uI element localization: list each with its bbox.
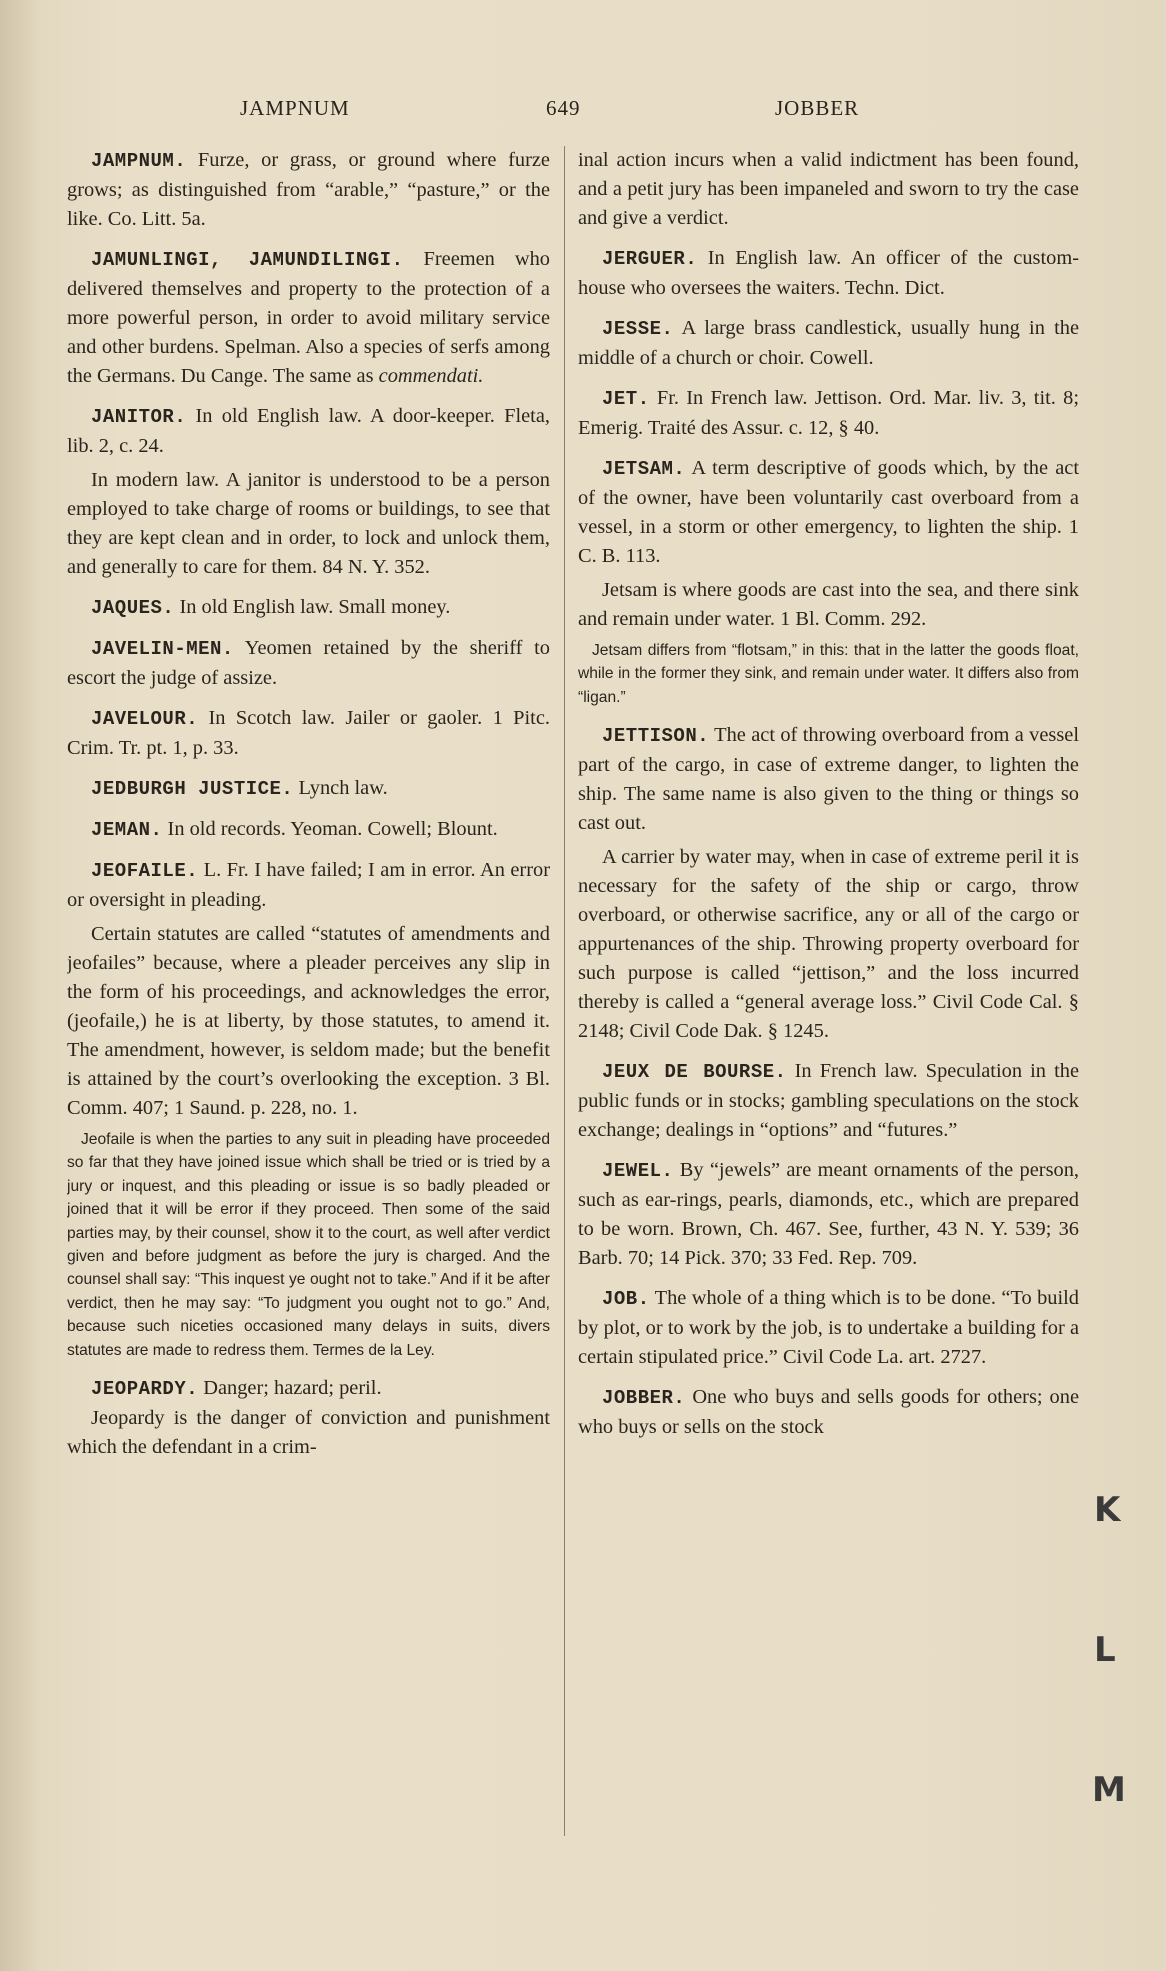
italic-term: commendati. [378,365,484,387]
headword: JETTISON. [602,725,710,748]
definition: Furze, or grass, or ground where furze grows; as distinguished from “arable,” “pasture,” or the like. Co. Litt. 5a. [67,149,550,230]
entry-jeopardy-carryover: inal action incurs when a valid indictment has been found, and a petit jury has been impaneled and sworn to try the case and give a verdict. [578,149,1079,229]
headword: JERGUER. [602,248,698,270]
entry-jedburgh-justice [67,774,550,804]
definition: Fr. In French law. Jettison. Ord. Mar. liv. 3, tit. 8; Emerig. Traité des Assur. c. 12, § 40. [578,387,1079,439]
definition: In English law. An officer of the custom-house who oversees the waiters. Techn. Dict. [578,247,1079,299]
headword: JEMAN. [91,819,163,841]
headword: JEWEL. [602,1160,674,1183]
headword: JEDBURGH JUSTICE. [91,778,294,800]
entry-jet [578,384,1079,443]
headword: JAVELIN-MEN. [91,638,234,660]
entry-jetsam-note: Jetsam differs from “flotsam,” in this: that in the latter the goods float, while in the former they sink, and remain under water. It differs also from “ligan.” [578,642,1079,706]
entry-jetsam-continued: Jetsam is where goods are cast into the sea, and there sink and remain under water. 1 Bl. Comm. 292. [578,579,1079,630]
headword: JAMUNLINGI, JAMUNDILINGI. [91,249,404,271]
entry-jampnum [67,146,550,234]
headword: JEOPARDY. [91,1378,199,1401]
entry-jetsam [578,454,1079,571]
definition: In old records. Yeoman. Cowell; Blount. [167,818,498,840]
definition: The act of throwing overboard from a vessel part of the cargo, in case of extreme danger, to lighten the ship. The same name is also given to the thing or things so cast out. [578,724,1079,835]
entry-jeofaile [67,856,550,915]
entry-jamunlingi [67,245,550,391]
entry-javelin-men [67,634,550,693]
definition: In Scotch law. Jailer or gaoler. 1 Pitc. Crim. Tr. pt. 1, p. 33. [67,707,550,759]
definition: The whole of a thing which is to be done. “To build by plot, or to work by the job, is to undertake a building for a certain stipulated price.” Civil Code La. art. 2727. [578,1287,1079,1369]
definition: A term descriptive of goods which, by the act of the owner, have been voluntarily cast overboard from a vessel, in a storm or other emergency, to lighten the ship. 1 C. B. 113. [578,457,1079,567]
entry-jeofaile-continued: Certain statutes are called “statutes of amendments and jeofailes” because, where a pleader perceives any slip in the form of his proceedings, and acknowledges the error, (jeofaile,) he is at liberty, by those statutes, to amend it. The amendment, however, is seldom made; but the benefit is attained by the court’s overlooking the exception. 3 Bl. Comm. 407; 1 Saund. p. 228, no. 1. [67,923,550,1119]
definition: In old English law. A door-keeper. Fleta, lib. 2, c. 24. [67,405,550,457]
headword: JET. [602,388,650,410]
entry-janitor [67,402,550,461]
definition: Yeomen retained by the sheriff to escort the judge of assize. [67,637,550,689]
entry-janitor-continued: In modern law. A janitor is understood to be a person employed to take charge of rooms or buildings, to see that they are kept clean and in order, to lock and unlock them, and generally to care for them. 84 N. Y. 352. [67,469,550,578]
entry-jeopardy [67,1374,550,1404]
entry-jettison-continued: A carrier by water may, when in case of extreme peril it is necessary for the safety of the ship or cargo, throw overboard, or otherwise sacrifice, any or all of the cargo or appurtenances of the ship. Throwing property overboard for such purpose is called “jettison,” and the loss incurred thereby is called a “general average loss.” Civil Code Cal. § 2148; Civil Code Dak. § 1245. [578,846,1079,1043]
right-guide-word: JOBBER [775,96,860,120]
entry-jerguer [578,244,1079,303]
entry-jeux-de-bourse [578,1057,1079,1145]
thumb-tab-k: K [1094,1490,1121,1530]
entry-jaques [67,593,550,623]
left-column [67,146,550,1846]
entry-jeofaile-note: Jeofaile is when the parties to any suit in pleading have proceeded so far that they have joined issue which shall be tried or is tried by a jury or inquest, and this pleading or issue is so badly pleaded or joined that it will be error if they proceed. Then some of the said parties may, by their counsel, show it to the court, as well after verdict given and before judgment as before the jury is charged. And the counsel shall say: “This inquest ye ought not to take.” And if it be after verdict, then he may say: “To judgment you ought not to go.” And, because such niceties occasioned many delays in suits, divers statutes are made to redress them. Termes de la Ley. [67,1131,550,1359]
page-header [0,96,1166,126]
headword: JOB. [602,1288,650,1311]
definition: One who buys and sells goods for others; one who buys or sells on the stock [578,1386,1079,1439]
headword: JAMPNUM. [91,150,187,172]
definition: Lynch law. [298,777,388,799]
entry-jewel [578,1156,1079,1273]
headword: JAVELOUR. [91,708,199,730]
entry-job [578,1284,1079,1372]
definition: L. Fr. I have failed; I am in error. An error or oversight in pleading. [67,859,550,911]
headword: JETSAM. [602,458,686,480]
definition: By “jewels” are meant ornaments of the person, such as ear-rings, pearls, diamonds, etc., which are prepared to be worn. Brown, Ch. 467. See, further, 43 N. Y. 539; 36 Barb. 70; 14 Pick. 370; 33 Fed. Rep. 709. [578,1159,1079,1270]
entry-jobber [578,1383,1079,1442]
entry-jettison [578,721,1079,838]
thumb-tab-m: M [1092,1770,1126,1810]
definition: Danger; hazard; peril. [203,1377,382,1400]
definition: In old English law. Small money. [179,596,451,618]
definition: In French law. Speculation in the public funds or in stocks; gambling speculations on the stock exchange; dealings in “options” and “futures.” [578,1060,1079,1142]
thumb-tab-l: L [1094,1630,1116,1670]
left-guide-word: JAMPNUM [240,96,350,120]
headword: JESSE. [602,318,674,340]
headword: JEOFAILE. [91,860,199,882]
entry-jeopardy-continued: Jeopardy is the danger of conviction and punishment which the defendant in a crim- [67,1407,550,1459]
page-number: 649 [546,96,581,120]
entry-javelour [67,704,550,763]
column-divider [564,146,565,1836]
headword: JANITOR. [91,406,187,428]
entry-jeman [67,815,550,845]
right-column [578,146,1079,1846]
headword: JEUX DE BOURSE. [602,1061,787,1084]
definition: Freemen who delivered themselves and property to the protection of a more powerful person, in order to avoid military service and other burdens. Spelman. Also a species of serfs among the Germans. Du Cange. The same as [67,248,550,387]
headword: JOBBER. [602,1387,686,1410]
entry-jesse [578,314,1079,373]
headword: JAQUES. [91,597,175,619]
definition: A large brass candlestick, usually hung in the middle of a church or choir. Cowell. [578,317,1079,369]
